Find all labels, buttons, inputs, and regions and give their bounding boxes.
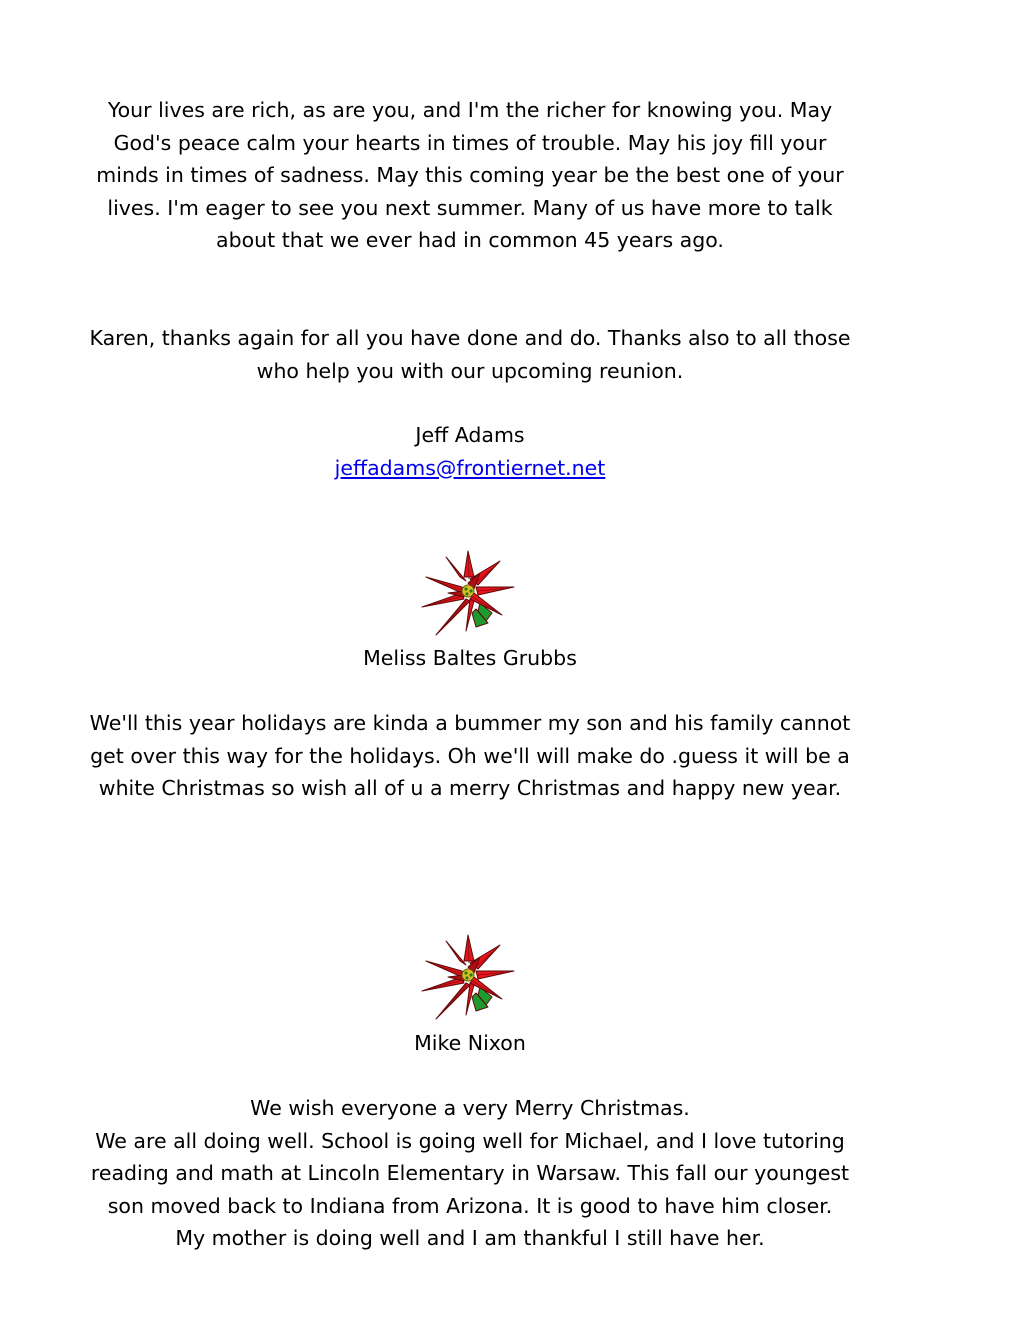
entry-author [40,1027,900,1060]
author-name: Meliss Baltes Grubbs [363,646,577,670]
text-line: Karen, thanks again for all you have done and do. Thanks also to all those [89,326,851,350]
text-line: lives. I'm eager to see you next summer. Many of us have more to talk [107,195,833,220]
text-line: white Christmas so wish all of u a merry Christmas and happy new year. [98,776,842,801]
entry-author [40,642,900,675]
text-line: We are all doing well. School is going well for Michael, and I love tutoring [95,1128,845,1153]
letter-thanks-paragraph [40,322,900,387]
text-line: Your lives are rich, as are you, and I'm the richer for knowing you. May [107,98,833,122]
text-line: son moved back to Indiana from Arizona. It is good to have him closer. [107,1193,833,1218]
text-line: We wish everyone a very Merry Christmas. [250,1096,690,1120]
text-line: reading and math at Lincoln Elementary in Warsaw. This fall our youngest [90,1161,850,1186]
text-line: minds in times of sadness. May this coming year be the best one of your [96,163,844,188]
poinsettia-icon [418,931,518,1023]
poinsettia-graphic [418,547,518,639]
author-name: Mike Nixon [414,1031,526,1055]
poinsettia-icon [418,547,518,639]
text-line: My mother is doing well and I am thankful I still have her. [175,1226,765,1251]
email-link[interactable]: jeffadams@frontiernet.net [334,455,606,480]
text-line: We'll this year holidays are kinda a bummer my son and his family cannot [89,711,851,735]
entry-message [40,1092,900,1255]
text-line: who help you with our upcoming reunion. [256,358,684,383]
signature-name: Jeff Adams [415,423,525,447]
signature-block [40,419,900,484]
text-line: God's peace calm your hearts in times of trouble. May his joy fill your [113,130,827,155]
text-line: get over this way for the holidays. Oh we'll will make do .guess it will be a [90,743,850,768]
poinsettia-graphic [418,931,518,1023]
text-line: about that we ever had in common 45 years ago. [216,228,724,253]
entry-message [40,707,900,805]
letter-intro-paragraph [40,94,900,257]
